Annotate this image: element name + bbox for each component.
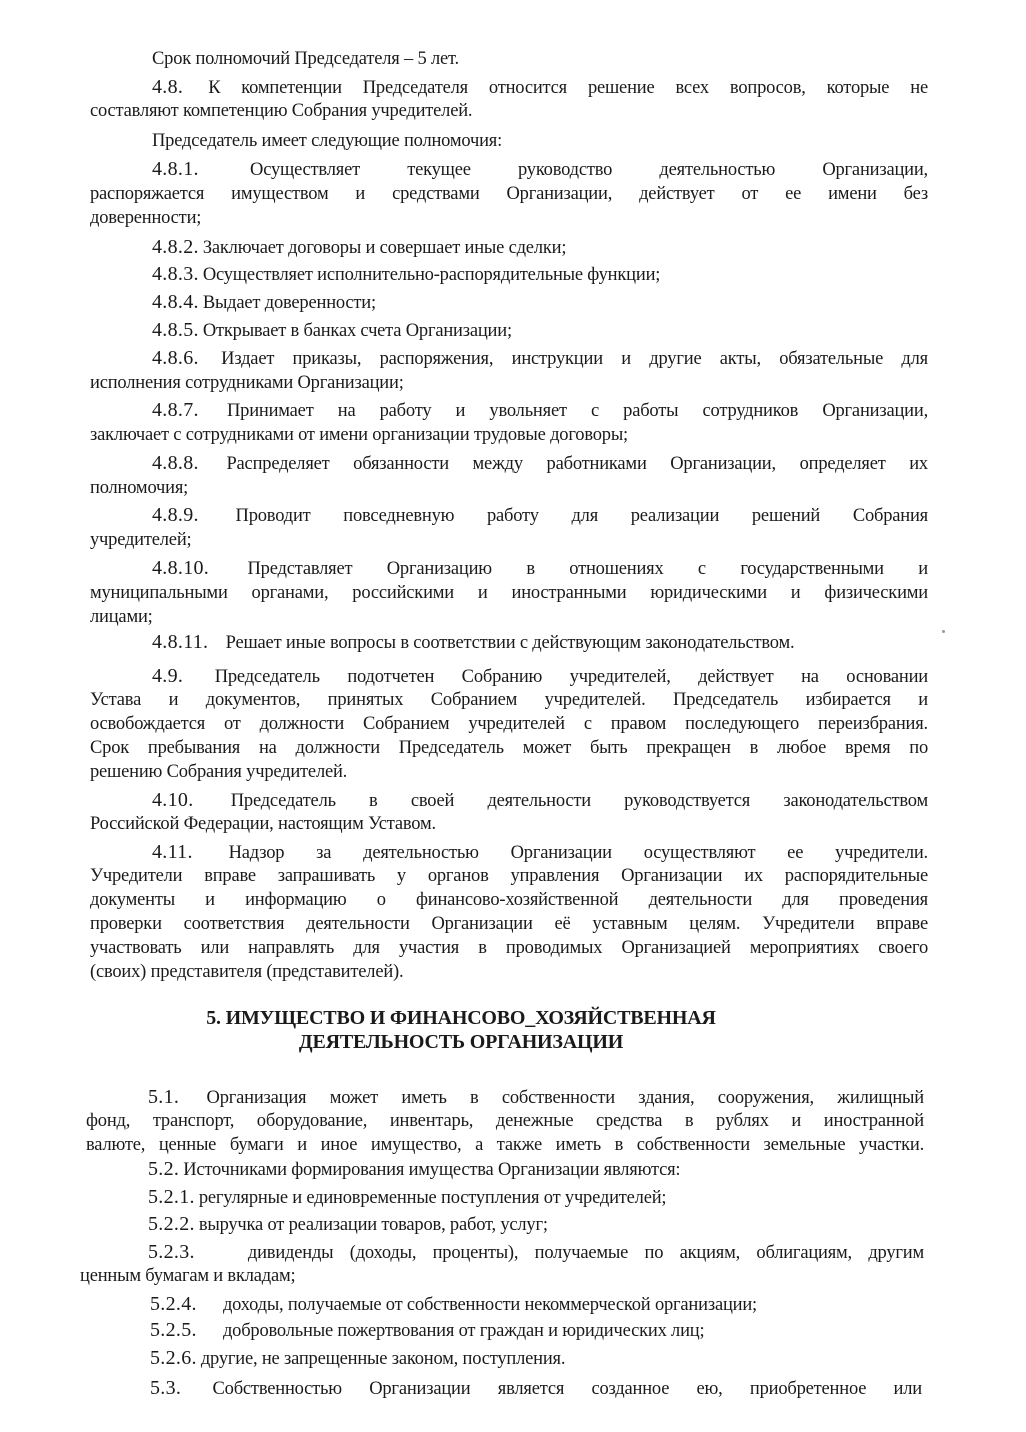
text-line: учредителей; — [90, 530, 192, 550]
section-heading-line-2: ДЕЯТЕЛЬНОСТЬ ОРГАНИЗАЦИИ — [298, 1031, 624, 1053]
clause-4-8-4 — [152, 291, 928, 314]
text-line: Срок пребывания на должности Председатель может быть прекращен в любое время по — [90, 738, 928, 758]
text-line: документы и информацию о финансово-хозяйственной деятельности для проведения — [90, 890, 928, 910]
clause-4-8-2 — [152, 236, 928, 259]
clause-5-1 — [148, 1086, 924, 1109]
text-line: решению Собрания учредителей. — [90, 762, 348, 782]
clause-number: 4.8.4. — [152, 291, 199, 313]
text-line: составляют компетенцию Собрания учредителей. — [90, 101, 473, 121]
clause-4-8-10 — [152, 557, 928, 580]
text-line: Российской Федерации, настоящим Уставом. — [90, 814, 436, 834]
text-line: Председатель имеет следующие полномочия: — [152, 131, 503, 151]
clause-4-8-8 — [152, 452, 928, 475]
clause-number: 4.8.1. — [152, 158, 199, 180]
text-line: (своих) представителя (представителей). — [90, 962, 404, 982]
text-line: Надзор за деятельностью Организации осуществляют ее учредители. — [228, 843, 928, 863]
text-line: Учредители вправе запрашивать у органов управления Организации их распорядительные — [90, 866, 928, 886]
clause-4-8-1 — [152, 158, 928, 181]
text-line: Устава и документов, принятых Собранием учредителей. Председатель избирается и — [90, 690, 928, 710]
text-line: Собственностью Организации является созданное ею, приобретенное или — [212, 1379, 922, 1399]
section-heading-line-1: 5. ИМУЩЕСТВО И ФИНАНСОВО_ХОЗЯЙСТВЕННАЯ — [206, 1007, 716, 1029]
text-line: Выдает доверенности; — [202, 293, 376, 313]
clause-number: 4.8.6. — [152, 347, 199, 369]
clause-number: 4.8. — [152, 76, 184, 98]
text-line: освобождается от должности Собранием учредителей с правом последующего переизбрания. — [90, 714, 928, 734]
text-line: распоряжается имуществом и средствами Организации, действует от ее имени без — [90, 184, 928, 204]
clause-number: 5.2.5. — [150, 1319, 197, 1341]
text-line: ценным бумагам и вкладам; — [80, 1266, 296, 1286]
clause-4-11 — [152, 841, 928, 864]
clause-5-2-6 — [150, 1347, 988, 1370]
clause-number: 5.1. — [148, 1086, 180, 1108]
text-line: регулярные и единовременные поступления от учредителей; — [198, 1188, 667, 1208]
clause-4-10 — [152, 789, 928, 812]
clause-number: 5.2.6. — [150, 1347, 197, 1369]
clause-5-2 — [148, 1158, 924, 1181]
text-line: выручка от реализации товаров, работ, услуг; — [198, 1215, 548, 1235]
text-line: Открывает в банках счета Организации; — [202, 321, 512, 341]
clause-4-8-9 — [152, 504, 928, 527]
text-line: проверки соответствия деятельности Организации её уставным целям. Учредители вправе — [90, 914, 928, 934]
clause-number: 5.2.2. — [148, 1213, 195, 1235]
clause-5-2-4 — [150, 1293, 988, 1316]
clause-number: 5.3. — [150, 1377, 182, 1399]
text-line: Представляет Организацию в отношениях с государственными и — [247, 559, 928, 579]
clause-5-2-2 — [148, 1213, 924, 1236]
text-line: лицами; — [90, 607, 153, 627]
clause-4-8 — [152, 76, 928, 99]
text-line: доходы, получаемые от собственности некоммерческой организации; — [222, 1295, 757, 1315]
clause-number: 5.2.3. — [148, 1241, 195, 1263]
clause-number: 4.8.9. — [152, 504, 199, 526]
scan-speck — [942, 630, 945, 633]
clause-number: 4.8.11. — [152, 631, 209, 653]
clause-number: 5.2. — [148, 1158, 180, 1180]
clause-number: 5.2.1. — [148, 1186, 195, 1208]
clause-4-8-11 — [152, 631, 928, 654]
text-line: исполнения сотрудниками Организации; — [90, 373, 404, 393]
clause-5-2-1 — [148, 1186, 924, 1209]
clause-number: 4.8.7. — [152, 399, 199, 421]
text-line: Издает приказы, распоряжения, инструкции и другие акты, обязательные для — [221, 349, 928, 369]
clause-number: 4.9. — [152, 665, 184, 687]
paragraph-term-of-office — [152, 48, 928, 70]
clause-4-8-5 — [152, 319, 928, 342]
text-line: Осуществляет исполнительно-распорядительные функции; — [202, 265, 661, 285]
text-line: заключает с сотрудниками от имени организации трудовые договоры; — [90, 425, 628, 445]
text-line: Срок полномочий Председателя – 5 лет. — [152, 49, 459, 69]
text-line: Источниками формирования имущества Организации являются: — [183, 1160, 681, 1180]
clause-number: 4.8.5. — [152, 319, 199, 341]
text-line: Принимает на работу и увольняет с работы сотрудников Организации, — [226, 401, 928, 421]
clause-number: 5.2.4. — [150, 1293, 197, 1315]
clause-number: 4.8.8. — [152, 452, 199, 474]
text-line: фонд, транспорт, оборудование, инвентарь, денежные средства в рублях и иностранной — [86, 1111, 924, 1131]
clause-number: 4.8.2. — [152, 236, 199, 258]
text-line: Распределяет обязанности между работниками Организации, определяет их — [226, 454, 928, 474]
clause-4-8-3 — [152, 263, 928, 286]
text-line: Заключает договоры и совершает иные сделки; — [202, 238, 567, 258]
clause-number: 4.8.10. — [152, 557, 210, 579]
clause-5-3 — [150, 1377, 922, 1400]
text-line: Председатель подотчетен Собранию учредителей, действует на основании — [214, 667, 928, 687]
text-line: дивиденды (доходы, проценты), получаемые по акциям, облигациям, другим — [247, 1243, 924, 1263]
text-line: добровольные пожертвования от граждан и юридических лиц; — [222, 1321, 705, 1341]
clause-4-9 — [152, 665, 928, 688]
text-line: К компетенции Председателя относится решение всех вопросов, которые не — [208, 78, 928, 98]
clause-number: 4.11. — [152, 841, 193, 863]
text-line: другие, не запрещенные законом, поступления. — [200, 1349, 566, 1369]
text-line: валюте, ценные бумаги и иное имущество, а также иметь в собственности земельные участки. — [86, 1135, 924, 1155]
clause-5-2-3 — [148, 1241, 924, 1264]
text-line: доверенности; — [90, 208, 202, 228]
clause-4-8-6 — [152, 347, 928, 370]
text-line: Осуществляет текущее руководство деятельностью Организации, — [250, 160, 928, 180]
clause-5-2-5 — [150, 1319, 988, 1342]
text-line: Председатель в своей деятельности руководствуется законодательством — [230, 791, 928, 811]
clause-number: 4.8.3. — [152, 263, 199, 285]
text-line: муниципальными органами, российскими и иностранными юридическими и физическими — [90, 583, 928, 603]
text-line: Организация может иметь в собственности здания, сооружения, жилищный — [206, 1088, 924, 1108]
text-line: участвовать или направлять для участия в проводимых Организацией мероприятиях своего — [90, 938, 928, 958]
text-line: Решает иные вопросы в соответствии с действующим законодательством. — [225, 633, 795, 653]
clause-4-8-7 — [152, 399, 928, 422]
text-line: полномочия; — [90, 478, 189, 498]
clause-number: 4.10. — [152, 789, 194, 811]
text-line: Проводит повседневную работу для реализации решений Собрания — [235, 506, 928, 526]
